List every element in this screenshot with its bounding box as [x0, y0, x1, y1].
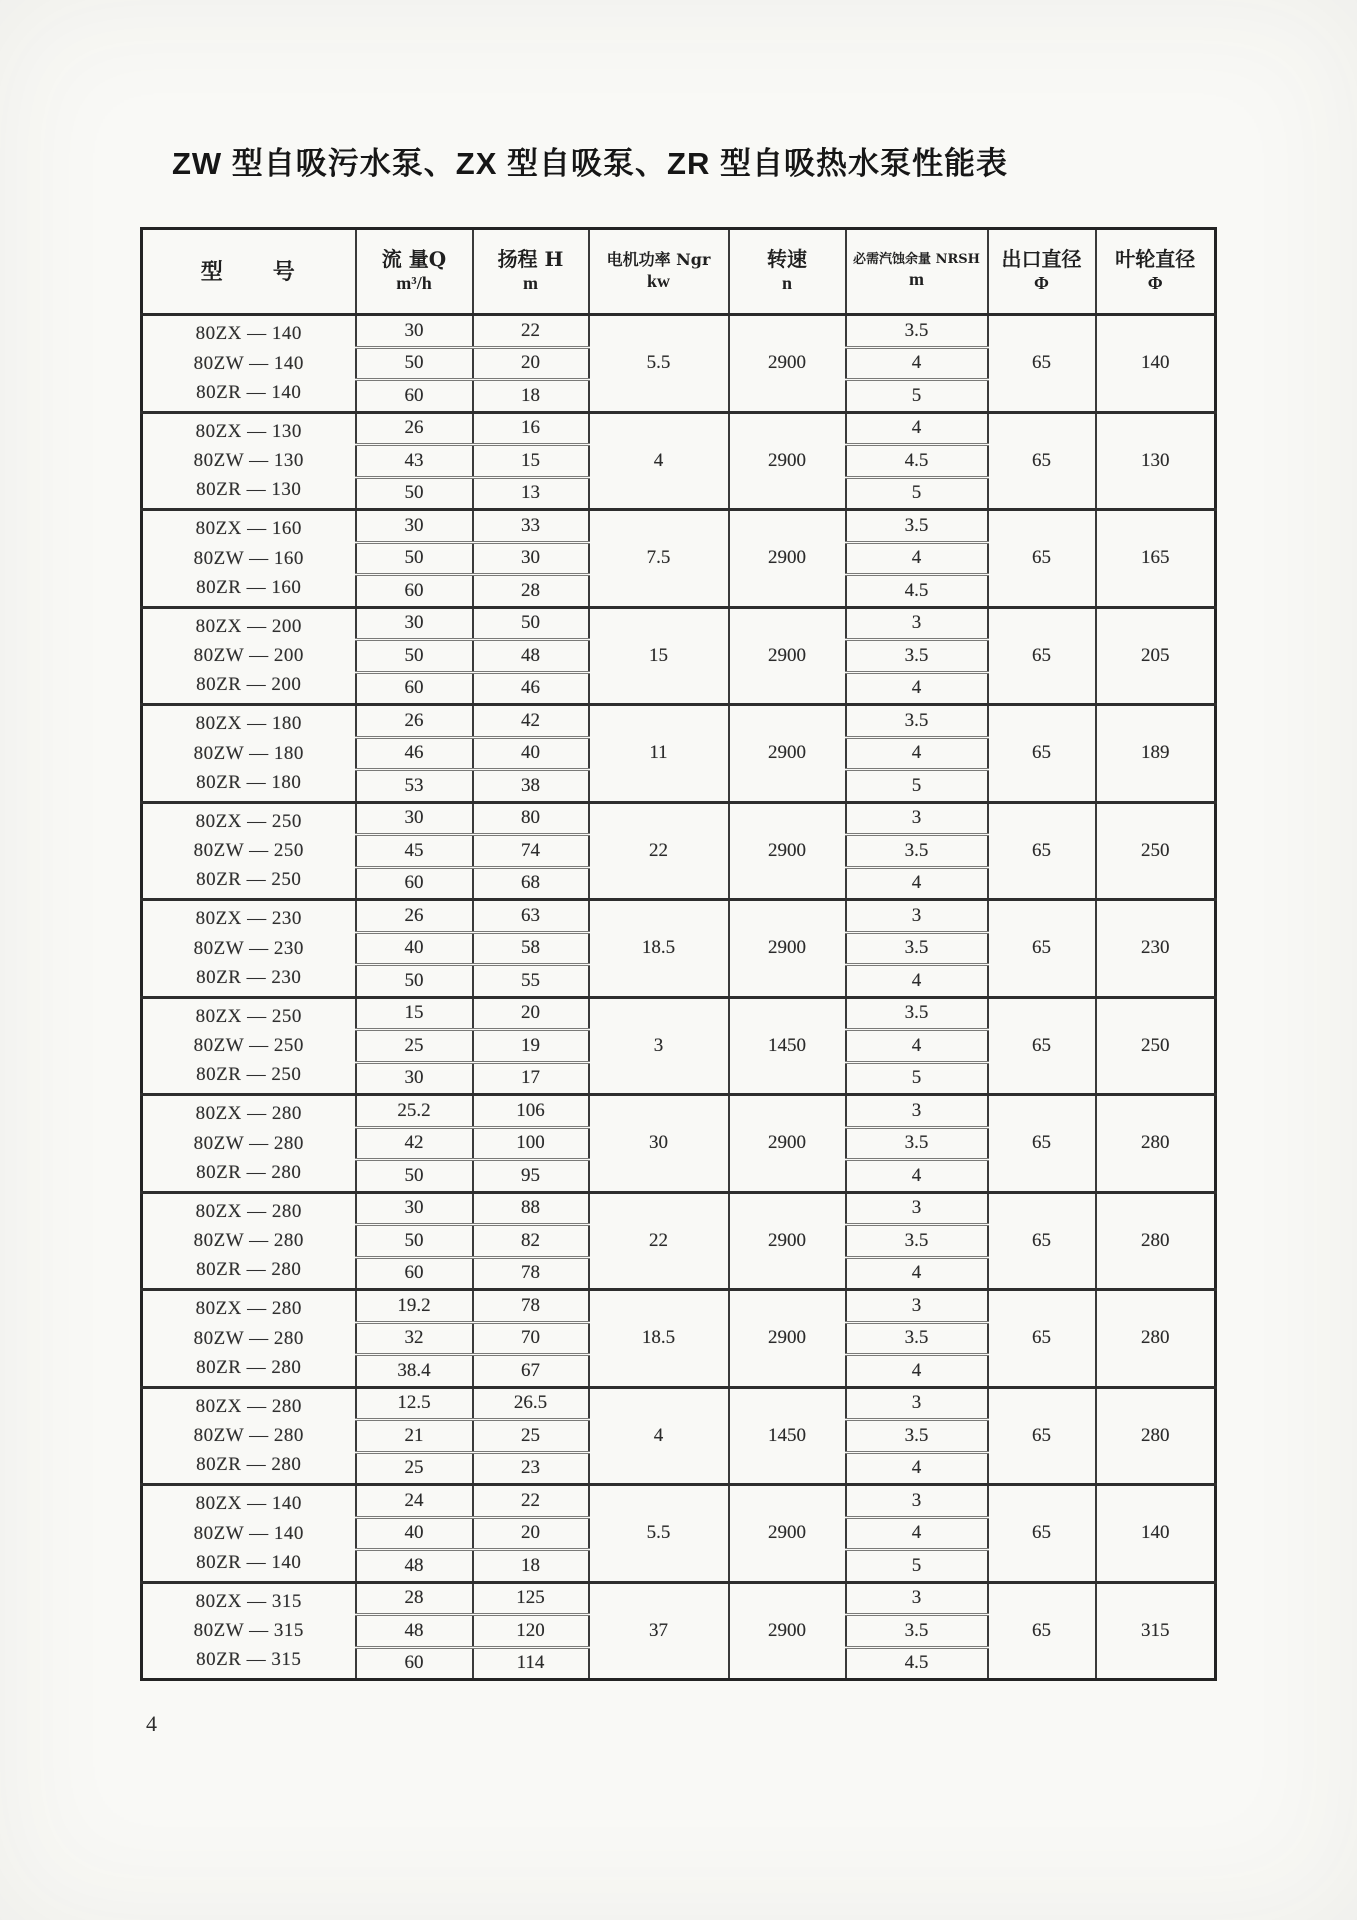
- npsh-cell: 3.5: [846, 835, 988, 868]
- power-cell: 22: [589, 802, 729, 900]
- pump-group-row: [142, 900, 1216, 933]
- impeller-diameter-cell: 165: [1096, 510, 1216, 608]
- model-name: 80ZW — 280: [193, 1327, 304, 1349]
- outlet-diameter-cell: 65: [988, 315, 1096, 413]
- model-cell: [142, 1485, 356, 1583]
- flow-cell: 21: [356, 1420, 473, 1453]
- header-head-label: 扬程 H: [497, 247, 564, 272]
- model-name: 80ZX — 250: [195, 1005, 302, 1027]
- head-cell: 120: [473, 1615, 589, 1648]
- npsh-cell: 4: [846, 1355, 988, 1388]
- model-name: 80ZX — 160: [195, 518, 302, 540]
- pump-group-row: [142, 607, 1216, 640]
- power-cell: 37: [589, 1582, 729, 1680]
- flow-cell: 25: [356, 1452, 473, 1485]
- model-name: 80ZX — 130: [195, 420, 302, 442]
- power-cell: 5.5: [589, 315, 729, 413]
- flow-cell: 12.5: [356, 1387, 473, 1420]
- flow-cell: 30: [356, 315, 473, 348]
- speed-cell: 1450: [729, 1387, 846, 1485]
- flow-cell: 48: [356, 1615, 473, 1648]
- header-impeller-unit: Φ: [1147, 273, 1163, 294]
- header-model-label: 型 号: [200, 258, 297, 285]
- speed-cell: 2900: [729, 1290, 846, 1388]
- header-power-unit: kw: [646, 270, 670, 291]
- header-row: [142, 229, 1216, 315]
- pump-group-row: [142, 705, 1216, 738]
- power-cell: 22: [589, 1192, 729, 1290]
- flow-cell: 32: [356, 1322, 473, 1355]
- npsh-cell: 4: [846, 542, 988, 575]
- pump-table-body: [142, 315, 1216, 1680]
- header-outlet-label: 出口直径: [1001, 247, 1082, 272]
- model-cell: [142, 705, 356, 803]
- header-model: [142, 229, 356, 315]
- model-name: 80ZW — 280: [193, 1230, 304, 1252]
- npsh-cell: 3: [846, 1192, 988, 1225]
- npsh-cell: 4: [846, 965, 988, 998]
- model-name: 80ZX — 230: [195, 908, 302, 930]
- model-cell: [142, 1387, 356, 1485]
- head-cell: 95: [473, 1160, 589, 1193]
- npsh-cell: 4.5: [846, 1647, 988, 1680]
- model-name: 80ZW — 250: [193, 1035, 304, 1057]
- impeller-diameter-cell: 205: [1096, 607, 1216, 705]
- speed-cell: 2900: [729, 510, 846, 608]
- pump-group-row: [142, 802, 1216, 835]
- head-cell: 55: [473, 965, 589, 998]
- flow-cell: 25.2: [356, 1095, 473, 1128]
- outlet-diameter-cell: 65: [988, 1582, 1096, 1680]
- npsh-cell: 4: [846, 347, 988, 380]
- flow-cell: 60: [356, 1257, 473, 1290]
- model-name: 80ZW — 140: [193, 352, 304, 374]
- head-cell: 67: [473, 1355, 589, 1388]
- pump-group-row: [142, 1095, 1216, 1128]
- head-cell: 13: [473, 477, 589, 510]
- head-cell: 17: [473, 1062, 589, 1095]
- power-cell: 3: [589, 997, 729, 1095]
- model-name: 80ZX — 280: [195, 1298, 302, 1320]
- head-cell: 58: [473, 932, 589, 965]
- model-name: 80ZW — 180: [193, 742, 304, 764]
- speed-cell: 2900: [729, 1095, 846, 1193]
- flow-cell: 28: [356, 1582, 473, 1615]
- outlet-diameter-cell: 65: [988, 607, 1096, 705]
- outlet-diameter-cell: 65: [988, 412, 1096, 510]
- npsh-cell: 4: [846, 1452, 988, 1485]
- impeller-diameter-cell: 230: [1096, 900, 1216, 998]
- npsh-cell: 3: [846, 1485, 988, 1518]
- header-npsh-label: 必需汽蚀余量 NRSH: [853, 251, 980, 267]
- model-name: 80ZR — 140: [196, 381, 302, 403]
- pump-group-row: [142, 315, 1216, 348]
- model-name: 80ZR — 315: [196, 1649, 302, 1671]
- header-power-label: 电机功率 Ngr: [606, 249, 711, 269]
- model-name: 80ZW — 200: [193, 645, 304, 667]
- flow-cell: 45: [356, 835, 473, 868]
- power-cell: 18.5: [589, 1290, 729, 1388]
- model-name: 80ZR — 140: [196, 1551, 302, 1573]
- impeller-diameter-cell: 315: [1096, 1582, 1216, 1680]
- pump-group-row: [142, 997, 1216, 1030]
- speed-cell: 2900: [729, 607, 846, 705]
- model-name: 80ZX — 140: [195, 323, 302, 345]
- npsh-cell: 4: [846, 867, 988, 900]
- model-name: 80ZR — 280: [196, 1454, 302, 1476]
- outlet-diameter-cell: 65: [988, 1485, 1096, 1583]
- power-cell: 4: [589, 412, 729, 510]
- model-cell: [142, 1290, 356, 1388]
- head-cell: 15: [473, 445, 589, 478]
- model-name: 80ZX — 180: [195, 713, 302, 735]
- pump-group-row: [142, 510, 1216, 543]
- head-cell: 106: [473, 1095, 589, 1128]
- flow-cell: 19.2: [356, 1290, 473, 1323]
- speed-cell: 2900: [729, 705, 846, 803]
- page-number: 4: [146, 1711, 157, 1736]
- model-name: 80ZW — 280: [193, 1132, 304, 1154]
- head-cell: 40: [473, 737, 589, 770]
- flow-cell: 40: [356, 932, 473, 965]
- head-cell: 114: [473, 1647, 589, 1680]
- flow-cell: 38.4: [356, 1355, 473, 1388]
- model-name: 80ZW — 130: [193, 450, 304, 472]
- npsh-cell: 4: [846, 412, 988, 445]
- power-cell: 7.5: [589, 510, 729, 608]
- head-cell: 78: [473, 1257, 589, 1290]
- header-head: [473, 229, 589, 315]
- header-flow-unit: m³/h: [396, 273, 432, 294]
- head-cell: 38: [473, 770, 589, 803]
- npsh-cell: 4: [846, 1160, 988, 1193]
- npsh-cell: 3.5: [846, 1322, 988, 1355]
- npsh-cell: 3: [846, 802, 988, 835]
- model-name: 80ZR — 280: [196, 1161, 302, 1183]
- pump-group-row: [142, 1582, 1216, 1615]
- impeller-diameter-cell: 189: [1096, 705, 1216, 803]
- model-name: 80ZW — 160: [193, 547, 304, 569]
- model-name: 80ZX — 315: [195, 1590, 302, 1612]
- speed-cell: 2900: [729, 802, 846, 900]
- head-cell: 82: [473, 1225, 589, 1258]
- npsh-cell: 5: [846, 770, 988, 803]
- head-cell: 68: [473, 867, 589, 900]
- npsh-cell: 4.5: [846, 445, 988, 478]
- flow-cell: 53: [356, 770, 473, 803]
- flow-cell: 50: [356, 477, 473, 510]
- outlet-diameter-cell: 65: [988, 997, 1096, 1095]
- flow-cell: 15: [356, 997, 473, 1030]
- model-name: 80ZR — 230: [196, 966, 302, 988]
- head-cell: 19: [473, 1030, 589, 1063]
- pump-performance-table: [140, 227, 1217, 1681]
- model-name: 80ZR — 280: [196, 1356, 302, 1378]
- power-cell: 5.5: [589, 1485, 729, 1583]
- npsh-cell: 3: [846, 607, 988, 640]
- model-name: 80ZR — 130: [196, 479, 302, 501]
- model-name: 80ZR — 250: [196, 869, 302, 891]
- outlet-diameter-cell: 65: [988, 802, 1096, 900]
- npsh-cell: 5: [846, 1062, 988, 1095]
- npsh-cell: 5: [846, 477, 988, 510]
- head-cell: 74: [473, 835, 589, 868]
- head-cell: 63: [473, 900, 589, 933]
- npsh-cell: 3.5: [846, 640, 988, 673]
- model-cell: [142, 412, 356, 510]
- head-cell: 88: [473, 1192, 589, 1225]
- head-cell: 80: [473, 802, 589, 835]
- head-cell: 22: [473, 1485, 589, 1518]
- speed-cell: 2900: [729, 315, 846, 413]
- outlet-diameter-cell: 65: [988, 510, 1096, 608]
- head-cell: 16: [473, 412, 589, 445]
- flow-cell: 24: [356, 1485, 473, 1518]
- outlet-diameter-cell: 65: [988, 1290, 1096, 1388]
- npsh-cell: 3.5: [846, 510, 988, 543]
- npsh-cell: 3: [846, 1582, 988, 1615]
- power-cell: 30: [589, 1095, 729, 1193]
- head-cell: 30: [473, 542, 589, 575]
- header-flow-label: 流 量Q: [381, 247, 447, 272]
- outlet-diameter-cell: 65: [988, 1192, 1096, 1290]
- power-cell: 4: [589, 1387, 729, 1485]
- npsh-cell: 3.5: [846, 1615, 988, 1648]
- pump-group-row: [142, 1485, 1216, 1518]
- model-name: 80ZW — 140: [193, 1522, 304, 1544]
- speed-cell: 2900: [729, 412, 846, 510]
- header-npsh-unit: m: [909, 268, 924, 289]
- npsh-cell: 3: [846, 1290, 988, 1323]
- model-name: 80ZX — 200: [195, 615, 302, 637]
- impeller-diameter-cell: 280: [1096, 1290, 1216, 1388]
- head-cell: 100: [473, 1127, 589, 1160]
- head-cell: 26.5: [473, 1387, 589, 1420]
- header-speed-unit: n: [781, 273, 792, 294]
- head-cell: 33: [473, 510, 589, 543]
- head-cell: 48: [473, 640, 589, 673]
- npsh-cell: 3.5: [846, 315, 988, 348]
- impeller-diameter-cell: 280: [1096, 1095, 1216, 1193]
- npsh-cell: 3: [846, 900, 988, 933]
- flow-cell: 50: [356, 640, 473, 673]
- head-cell: 125: [473, 1582, 589, 1615]
- model-cell: [142, 1582, 356, 1680]
- npsh-cell: 5: [846, 1550, 988, 1583]
- header-power: [589, 229, 729, 315]
- flow-cell: 60: [356, 672, 473, 705]
- model-name: 80ZX — 280: [195, 1103, 302, 1125]
- head-cell: 20: [473, 1517, 589, 1550]
- npsh-cell: 4: [846, 737, 988, 770]
- model-name: 80ZR — 200: [196, 674, 302, 696]
- model-cell: [142, 900, 356, 998]
- flow-cell: 60: [356, 575, 473, 608]
- flow-cell: 60: [356, 380, 473, 413]
- model-name: 80ZR — 280: [196, 1259, 302, 1281]
- outlet-diameter-cell: 65: [988, 705, 1096, 803]
- flow-cell: 60: [356, 867, 473, 900]
- npsh-cell: 3.5: [846, 1420, 988, 1453]
- model-name: 80ZW — 230: [193, 937, 304, 959]
- flow-cell: 50: [356, 1225, 473, 1258]
- npsh-cell: 4: [846, 672, 988, 705]
- head-cell: 28: [473, 575, 589, 608]
- npsh-cell: 3.5: [846, 1127, 988, 1160]
- outlet-diameter-cell: 65: [988, 1387, 1096, 1485]
- model-cell: [142, 510, 356, 608]
- pump-group-row: [142, 412, 1216, 445]
- head-cell: 50: [473, 607, 589, 640]
- model-cell: [142, 802, 356, 900]
- flow-cell: 26: [356, 412, 473, 445]
- npsh-cell: 4.5: [846, 575, 988, 608]
- model-name: 80ZX — 140: [195, 1493, 302, 1515]
- pump-group-row: [142, 1192, 1216, 1225]
- power-cell: 18.5: [589, 900, 729, 998]
- model-name: 80ZW — 280: [193, 1425, 304, 1447]
- npsh-cell: 3.5: [846, 705, 988, 738]
- flow-cell: 30: [356, 510, 473, 543]
- pump-group-row: [142, 1290, 1216, 1323]
- impeller-diameter-cell: 140: [1096, 315, 1216, 413]
- head-cell: 18: [473, 1550, 589, 1583]
- model-name: 80ZR — 160: [196, 576, 302, 598]
- head-cell: 42: [473, 705, 589, 738]
- flow-cell: 43: [356, 445, 473, 478]
- flow-cell: 26: [356, 705, 473, 738]
- flow-cell: 48: [356, 1550, 473, 1583]
- flow-cell: 42: [356, 1127, 473, 1160]
- flow-cell: 30: [356, 1062, 473, 1095]
- model-name: 80ZX — 250: [195, 810, 302, 832]
- flow-cell: 26: [356, 900, 473, 933]
- flow-cell: 50: [356, 965, 473, 998]
- flow-cell: 50: [356, 347, 473, 380]
- impeller-diameter-cell: 250: [1096, 997, 1216, 1095]
- power-cell: 11: [589, 705, 729, 803]
- model-cell: [142, 1095, 356, 1193]
- flow-cell: 60: [356, 1647, 473, 1680]
- flow-cell: 50: [356, 542, 473, 575]
- model-name: 80ZW — 315: [193, 1620, 304, 1642]
- header-impeller-diameter: [1096, 229, 1216, 315]
- header-flow: [356, 229, 473, 315]
- speed-cell: 2900: [729, 1582, 846, 1680]
- impeller-diameter-cell: 130: [1096, 412, 1216, 510]
- flow-cell: 25: [356, 1030, 473, 1063]
- model-name: 80ZW — 250: [193, 840, 304, 862]
- flow-cell: 30: [356, 1192, 473, 1225]
- head-cell: 46: [473, 672, 589, 705]
- npsh-cell: 3.5: [846, 932, 988, 965]
- npsh-cell: 3: [846, 1387, 988, 1420]
- page-title: ZW 型自吸污水泵、ZX 型自吸泵、ZR 型自吸热水泵性能表: [172, 146, 1008, 181]
- power-cell: 15: [589, 607, 729, 705]
- head-cell: 23: [473, 1452, 589, 1485]
- model-cell: [142, 1192, 356, 1290]
- head-cell: 78: [473, 1290, 589, 1323]
- head-cell: 22: [473, 315, 589, 348]
- npsh-cell: 4: [846, 1517, 988, 1550]
- header-speed: [729, 229, 846, 315]
- header-outlet-unit: Φ: [1034, 273, 1049, 294]
- pump-group-row: [142, 1387, 1216, 1420]
- header-impeller-label: 叶轮直径: [1115, 247, 1196, 272]
- model-name: 80ZR — 180: [196, 771, 302, 793]
- npsh-cell: 4: [846, 1030, 988, 1063]
- outlet-diameter-cell: 65: [988, 1095, 1096, 1193]
- impeller-diameter-cell: 250: [1096, 802, 1216, 900]
- header-outlet-diameter: [988, 229, 1096, 315]
- model-cell: [142, 607, 356, 705]
- flow-cell: 40: [356, 1517, 473, 1550]
- flow-cell: 50: [356, 1160, 473, 1193]
- header-head-unit: m: [523, 273, 538, 294]
- impeller-diameter-cell: 280: [1096, 1387, 1216, 1485]
- speed-cell: 2900: [729, 1485, 846, 1583]
- npsh-cell: 3: [846, 1095, 988, 1128]
- speed-cell: 2900: [729, 900, 846, 998]
- npsh-cell: 3.5: [846, 1225, 988, 1258]
- header-npsh: [846, 229, 988, 315]
- head-cell: 70: [473, 1322, 589, 1355]
- model-cell: [142, 315, 356, 413]
- model-name: 80ZX — 280: [195, 1200, 302, 1222]
- head-cell: 25: [473, 1420, 589, 1453]
- head-cell: 20: [473, 347, 589, 380]
- model-cell: [142, 997, 356, 1095]
- impeller-diameter-cell: 140: [1096, 1485, 1216, 1583]
- header-speed-label: 转速: [767, 247, 807, 272]
- model-name: 80ZR — 250: [196, 1064, 302, 1086]
- impeller-diameter-cell: 280: [1096, 1192, 1216, 1290]
- model-name: 80ZX — 280: [195, 1395, 302, 1417]
- outlet-diameter-cell: 65: [988, 900, 1096, 998]
- head-cell: 20: [473, 997, 589, 1030]
- speed-cell: 2900: [729, 1192, 846, 1290]
- npsh-cell: 3.5: [846, 997, 988, 1030]
- head-cell: 18: [473, 380, 589, 413]
- speed-cell: 1450: [729, 997, 846, 1095]
- flow-cell: 30: [356, 802, 473, 835]
- npsh-cell: 4: [846, 1257, 988, 1290]
- npsh-cell: 5: [846, 380, 988, 413]
- flow-cell: 46: [356, 737, 473, 770]
- flow-cell: 30: [356, 607, 473, 640]
